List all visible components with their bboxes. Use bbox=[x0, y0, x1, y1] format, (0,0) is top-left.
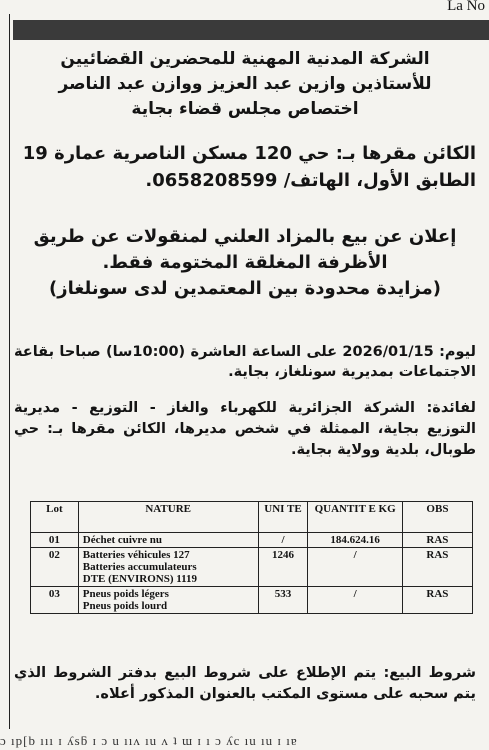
cell-unite: / bbox=[258, 533, 308, 548]
header-nature: NATURE bbox=[78, 502, 258, 533]
company-name-block bbox=[14, 47, 476, 122]
nature-line: Pneus poids légers bbox=[82, 588, 169, 600]
cell-nature bbox=[78, 533, 258, 548]
header-obs: OBS bbox=[402, 502, 472, 533]
cell-lot: 02 bbox=[31, 548, 79, 587]
top-black-bar bbox=[13, 20, 489, 40]
header-lot: Lot bbox=[31, 502, 79, 533]
nature-line: DTE (ENVIRONS) 1119 bbox=[82, 573, 198, 585]
cell-obs: RAS bbox=[402, 533, 472, 548]
cell-quantity: 184.624.16 bbox=[308, 533, 402, 548]
cell-unite: 1246 bbox=[258, 548, 308, 587]
address-block bbox=[14, 140, 476, 194]
cell-nature bbox=[78, 548, 258, 587]
sale-conditions-paragraph: شروط البيع: يتم الإطلاع على شروط البيع بدفتر الشروط الذي يتم سحبه على مستوى المكتب بالعنوان المذكور أعلاه. bbox=[14, 665, 476, 702]
cell-nature bbox=[78, 587, 258, 614]
beneficiary-paragraph: لفائدة: الشركة الجزائرية للكهرباء والغاز - التوزيع - مديرية التوزيع بجاية، الممثلة في شخص مديرها، الكائن مقرها بـ: حي طوبال، بلدية وولاية بجاية. bbox=[14, 400, 476, 458]
notice-title bbox=[14, 224, 476, 302]
schedule-paragraph: ليوم: 2026/01/15 على الساعة العاشرة (10:00سا) صباحا بقاعة الاجتماعات بمديرية سونلغاز، بجاية. bbox=[14, 344, 476, 380]
table-header-row bbox=[31, 502, 473, 533]
company-line: الشركة المدنية المهنية للمحضرين القضائيين bbox=[60, 49, 430, 69]
address-line: الطابق الأول، الهاتف/ 0658208599. bbox=[145, 170, 476, 191]
cell-lot: 01 bbox=[31, 533, 79, 548]
address-line: الكائن مقرها بـ: حي 120 مسكن الناصرية عمارة 19 bbox=[22, 143, 476, 164]
title-line: (مزايدة محدودة بين المعتمدين لدى سونلغاز) bbox=[49, 278, 441, 299]
table-row bbox=[31, 587, 473, 614]
cell-unite: 533 bbox=[258, 587, 308, 614]
nature-line: Déchet cuivre nu bbox=[82, 534, 162, 546]
cell-obs: RAS bbox=[402, 587, 472, 614]
nature-line: Batteries accumulateurs bbox=[82, 561, 197, 573]
header-quantity: QUANTIT E KG bbox=[308, 502, 402, 533]
company-line: للأستاذين وازين عبد العزيز ووازن عبد الناصر bbox=[58, 74, 432, 94]
cell-quantity: / bbox=[308, 587, 402, 614]
company-line: اختصاص مجلس قضاء بجاية bbox=[131, 99, 359, 119]
cell-obs: RAS bbox=[402, 548, 472, 587]
cell-quantity: / bbox=[308, 548, 402, 587]
table-row bbox=[31, 548, 473, 587]
bleed-through-text: ɔ ıp[b ııı ɪ ʎsƃ ɪ ɔ u ııʌ ıu ʌ ʇ ɯ ɪ ı ɔ ʎc ıu ıu ɪ ıɐ bbox=[0, 733, 298, 748]
title-line: إعلان عن بيع بالمزاد العلني لمنقولات عن طريق bbox=[33, 226, 457, 247]
newspaper-masthead: La No bbox=[447, 0, 485, 14]
header-unite: UNI TE bbox=[258, 502, 308, 533]
title-line: الأظرفة المغلقة المختومة فقط. bbox=[102, 252, 388, 273]
cell-lot: 03 bbox=[31, 587, 79, 614]
nature-line: Batteries véhicules 127 bbox=[82, 549, 190, 561]
column-rule bbox=[9, 14, 10, 729]
table-row bbox=[31, 533, 473, 548]
lots-table bbox=[30, 501, 473, 614]
nature-line: Pneus poids lourd bbox=[82, 600, 168, 612]
